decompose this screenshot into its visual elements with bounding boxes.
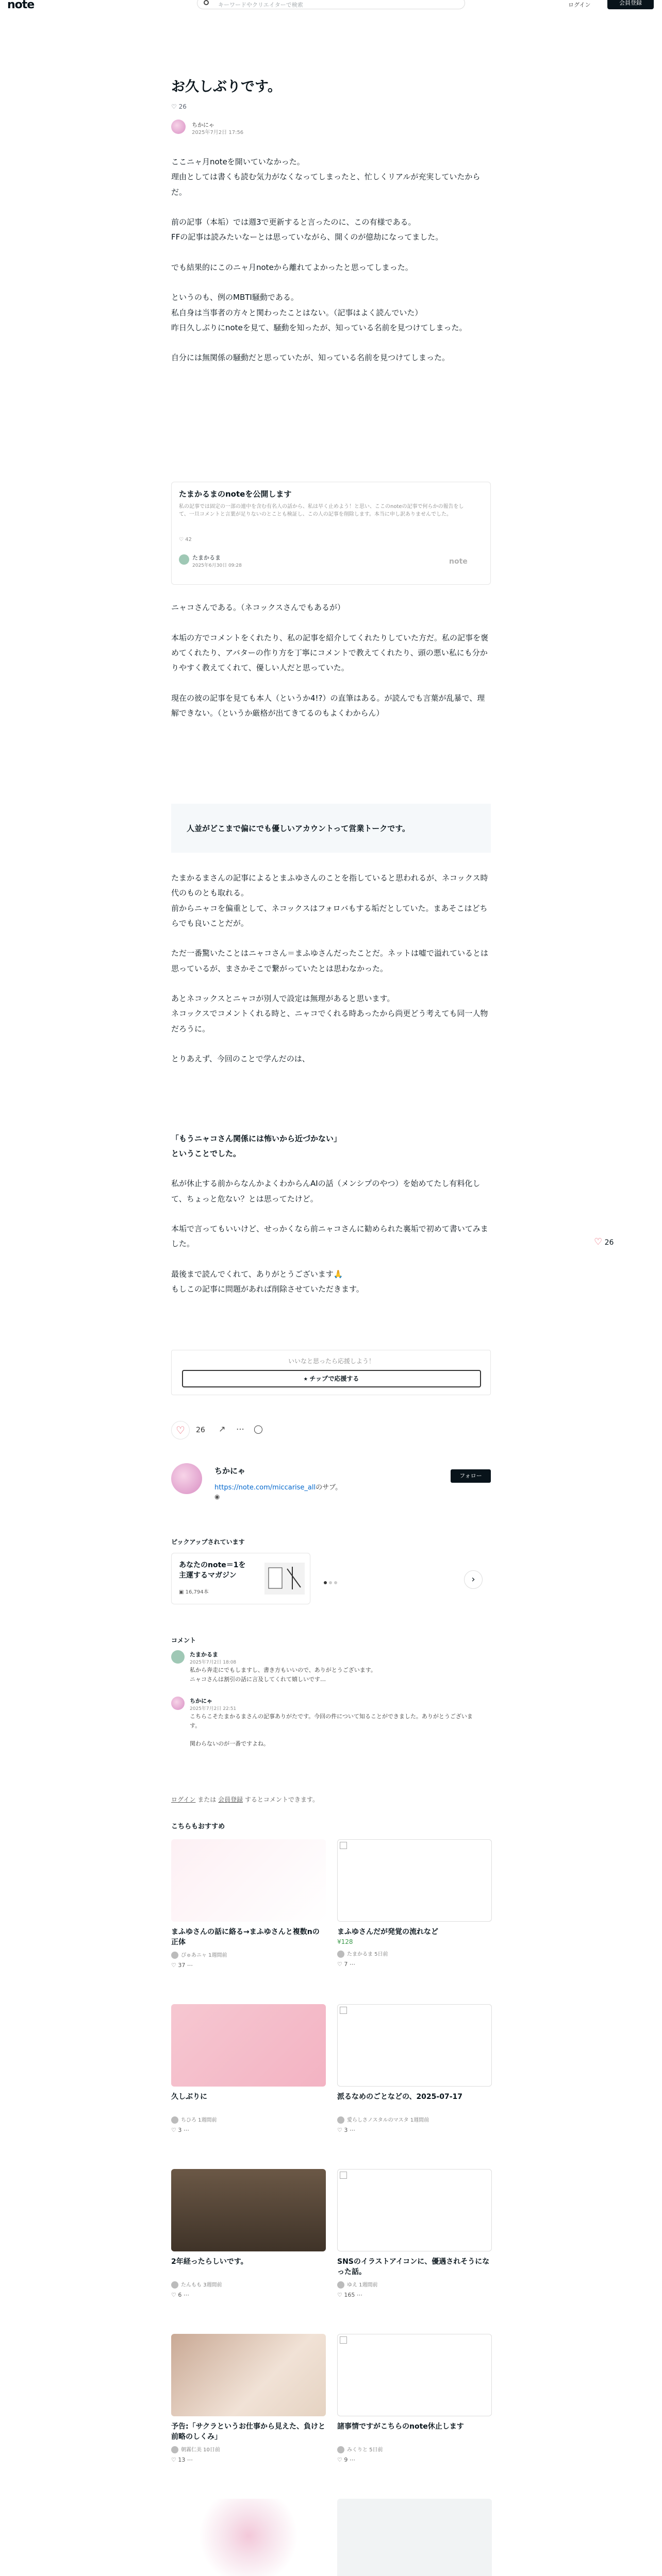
- floating-like-count: 26: [604, 1239, 614, 1247]
- recommend-title[interactable]: まふゆさんの話に絡る→まふゆさんと複数nの正体: [171, 1928, 320, 1947]
- recommend-title[interactable]: 派るなめのごとなどの、2025-07-17: [337, 2093, 462, 2101]
- body-paragraph: ここニャ月noteを開いていなかった。: [171, 157, 305, 166]
- body-paragraph: でも結果的にこのニャ月noteから離れてよかったと思ってしまった。: [171, 262, 413, 272]
- body-paragraph: [171, 200, 491, 215]
- broken-image-icon: [340, 2007, 347, 2014]
- recommend-thumbnail[interactable]: [337, 1839, 492, 1922]
- body-paragraph: [171, 976, 491, 991]
- heart-icon: ♡: [337, 2456, 344, 2463]
- recommend-thumbnail[interactable]: [171, 1839, 326, 1922]
- body-paragraph: [171, 675, 491, 690]
- pickup-section: [171, 1537, 491, 1615]
- recommend-likes[interactable]: [171, 2292, 189, 2298]
- body-paragraph: ニャコさんである。（ネコックスさんでもあるが）: [171, 603, 345, 612]
- magazine-card[interactable]: [171, 1553, 310, 1604]
- more-icon[interactable]: ⋯: [185, 2456, 193, 2463]
- recommend-meta-text: ちひろ 1週間前: [181, 2117, 217, 2123]
- creator-name[interactable]: ちかにゃ: [214, 1466, 245, 1476]
- recommend-card[interactable]: [171, 2169, 326, 2298]
- recommend-card[interactable]: [337, 2169, 492, 2298]
- heart-icon: ♡: [171, 2456, 178, 2463]
- quote-text: 人並がどこまで偏にでも優しいアカウントって営業トークです。: [187, 824, 410, 833]
- site-header: [0, 0, 662, 11]
- recommend-likes[interactable]: [171, 2127, 189, 2133]
- body-paragraph: 昨日久しぶりにnoteを見て、騒動を知ったが、知っている名前を見つけてしまった。: [171, 323, 467, 332]
- embed-description: 私の記事では固定の一部の連中を含む有名人の話から、私は早く止めよう！と思い、ここのnoteの記事で何らかの報告をして、一旦コメントと言葉が足りないのとことも検証し、この人の記事を削除します。本当に申し訳ありませんでした。: [179, 504, 464, 517]
- recommend-meta[interactable]: [337, 2115, 429, 2124]
- recommend-likes-count: 9: [344, 2456, 348, 2463]
- comment-signup-link[interactable]: 会員登録: [218, 1796, 243, 1803]
- recommend-card[interactable]: [337, 2004, 492, 2133]
- recommend-thumbnail[interactable]: [171, 2334, 326, 2416]
- recommend-author-avatar: [171, 1952, 178, 1959]
- login-link[interactable]: ログイン: [568, 2, 591, 8]
- recommend-likes-count: 13: [178, 2456, 186, 2463]
- recommend-thumbnail[interactable]: [171, 2169, 326, 2251]
- tip-icon: ⭑: [304, 1375, 308, 1382]
- body-paragraph: 前からニャコを偏重として、ネコックスはフォロバもする垢だとしていた。まあそこはどちらでも良いことだが。: [171, 903, 488, 928]
- creator-url-suffix: のサブ。: [316, 1484, 342, 1492]
- recommend-meta[interactable]: [337, 2280, 378, 2289]
- creator-url-text[interactable]: https://note.com/miccarise_all: [214, 1484, 316, 1492]
- publish-date: 2025年7月2日 17:56: [192, 130, 244, 135]
- body-paragraph: ネコックスでコメントくれる時と、ニャコでくれる時あったから尚更どう考えても同一人物だろうに。: [171, 1009, 488, 1033]
- recommend-thumbnail[interactable]: [337, 2169, 492, 2251]
- heart-icon: ♡: [337, 2292, 344, 2298]
- more-icon[interactable]: ⋯: [355, 2292, 362, 2298]
- body-paragraph: [171, 1252, 491, 1267]
- more-icon[interactable]: ⋯: [185, 1962, 193, 1969]
- recommend-likes[interactable]: [337, 2292, 362, 2298]
- body-paragraph: FFの記事は読みたいなーとは思っていながら、開くのが億劫になってました。: [171, 232, 443, 242]
- more-icon[interactable]: ⋯: [181, 2127, 189, 2133]
- body-section-b: [171, 600, 491, 721]
- body-paragraph: もしこの記事に問題があれば削除させていただきます。: [171, 1284, 364, 1294]
- embedded-note-card[interactable]: [171, 482, 491, 585]
- embed-title: たまかるまのnoteを公開します: [179, 489, 292, 499]
- comment-login-suffix: するとコメントできます。: [244, 1796, 319, 1803]
- magazine-count: ▣ 16,794本: [179, 1589, 209, 1595]
- body-paragraph: 本垢の方でコメントをくれたり、私の記事を紹介してくれたりしていた方だ。私の記事を褒めてくれたり、アバターの作り方を丁寧にコメントで教えてくれたり、頭の悪い私にも分かりやすく教えてくれて、優しい人だと思っていた。: [171, 633, 489, 672]
- recommend-card[interactable]: [337, 1839, 492, 1968]
- heart-icon: ♡: [171, 2292, 178, 2298]
- body-paragraph: [171, 275, 491, 290]
- recommend-author-avatar: [337, 1951, 344, 1958]
- embed-note-badge: note: [449, 557, 468, 566]
- bold-lesson-line-1: 「もうニャコさん関係には怖いから近づかない」: [171, 1134, 342, 1143]
- recommend-likes-count: 7: [344, 1961, 348, 1968]
- recommend-title[interactable]: 久しぶりに: [171, 2093, 207, 2101]
- recommend-meta[interactable]: [171, 2115, 217, 2124]
- recommend-title[interactable]: 予告:「サクラというお仕事から見えた、負けと前略のしくみ」: [171, 2422, 326, 2442]
- support-question: いいなと思ったら応援しよう！: [288, 1358, 375, 1365]
- comments-heading: コメント: [171, 1637, 196, 1644]
- like-count: 26: [196, 1426, 205, 1434]
- recommend-likes[interactable]: [337, 2456, 355, 2463]
- carousel-dots[interactable]: [324, 1577, 339, 1586]
- body-paragraph: [171, 615, 491, 630]
- comment-login-or: または: [197, 1796, 217, 1803]
- body-paragraph: たまかるまさんの記事によるとまふゆさんのことを指していると思われるが、ネコックス時代のものとも取れる。: [171, 873, 488, 898]
- comment-avatar[interactable]: [171, 1697, 185, 1710]
- body-paragraph: [171, 245, 491, 260]
- share-icon[interactable]: ↗: [219, 1424, 226, 1434]
- recommend-title[interactable]: まふゆさんだが発覚の流れなど: [337, 1928, 438, 1936]
- recommend-thumbnail[interactable]: [337, 2004, 492, 2087]
- recommend-card[interactable]: [171, 2499, 326, 2576]
- recommend-meta[interactable]: [337, 2445, 383, 2453]
- magazine-count-value: 16,794本: [185, 1589, 209, 1595]
- floating-like[interactable]: [594, 1236, 614, 1247]
- body-paragraph: [171, 1037, 491, 1052]
- embed-likes-value: 42: [185, 537, 192, 543]
- comment-text: こちらこそたまかるまさんの記事ありがたです。今回の件について知ることができました。ありがとうございます。 関わらないのが一番ですよね。: [190, 1713, 473, 1747]
- more-icon[interactable]: ⋯: [181, 2292, 189, 2298]
- recommend-meta[interactable]: [171, 2280, 222, 2289]
- author-info[interactable]: [171, 120, 244, 135]
- recommend-card[interactable]: [171, 2334, 326, 2463]
- recommend-meta-text: みくりと 5日前: [347, 2447, 383, 2453]
- body-paragraph: 本垢で言ってもいいけど、せっかくなら前ニャコさんに勧められた裏垢で初めて書いてみました。: [171, 1224, 488, 1249]
- pickup-heading: ピックアップされています: [171, 1538, 245, 1546]
- quote-block: [171, 804, 491, 853]
- recommend-thumbnail[interactable]: [171, 2004, 326, 2087]
- search-icon: [204, 0, 209, 5]
- recommend-likes[interactable]: [337, 1961, 355, 1968]
- article-title: お久しぶりです。: [171, 79, 282, 95]
- more-icon[interactable]: ⋯: [236, 1424, 244, 1434]
- recommend-meta-text: ゆえ 1週間前: [347, 2282, 378, 2288]
- recommend-thumbnail[interactable]: [171, 2499, 326, 2576]
- body-paragraph: 私自身は当事者の方々と関わったことはない。（記事はよく読んでいた）: [171, 308, 423, 317]
- recommend-likes-count: 165: [344, 2292, 355, 2298]
- recommend-thumbnail[interactable]: [337, 2334, 492, 2416]
- creator-avatar[interactable]: [171, 1463, 202, 1494]
- more-icon[interactable]: ⋯: [347, 2127, 355, 2133]
- magazine-thumbnail: [264, 1563, 305, 1595]
- recommend-author-avatar: [171, 2281, 178, 2289]
- body-paragraph: 理由としては書くも読む気力がなくなってしまったと、忙しくリアルが充実していたからだ。: [171, 172, 481, 197]
- recommend-likes[interactable]: [171, 2456, 193, 2463]
- creator-url[interactable]: [214, 1482, 342, 1492]
- article-actions: [171, 1421, 491, 1442]
- more-icon[interactable]: ⋯: [347, 1961, 355, 1968]
- recommend-meta-text: たんもも 3週間前: [181, 2282, 222, 2288]
- recommend-meta-text: 愛らしさノスタルのマスタ 1週間前: [347, 2117, 429, 2123]
- comment-date: 2025年7月2日 22:51: [190, 1706, 237, 1711]
- search-box[interactable]: [197, 0, 465, 9]
- recommend-author-avatar: [171, 2116, 178, 2124]
- recommend-title[interactable]: SNSのイラストアイコンに、優遇されそうになった話。: [337, 2258, 490, 2277]
- tip-button[interactable]: [182, 1370, 481, 1387]
- comment-date: 2025年7月2日 18:08: [190, 1660, 237, 1665]
- body-paragraph: [171, 335, 491, 350]
- comment-login-link[interactable]: ログイン: [171, 1796, 196, 1803]
- like-button[interactable]: ♡: [171, 1421, 190, 1439]
- recommend-meta-text: たまかるま 5日前: [347, 1952, 388, 1957]
- recommend-card[interactable]: [337, 2334, 492, 2463]
- search-input[interactable]: キーワードやクリエイターで検索: [218, 2, 303, 8]
- recommend-likes[interactable]: [337, 2127, 355, 2133]
- creator-avatar-wrap[interactable]: [171, 1463, 202, 1494]
- recommend-author-avatar: [337, 2116, 344, 2124]
- body-section-d: [171, 1161, 491, 1297]
- recommend-likes-count: 3: [344, 2127, 348, 2133]
- support-box: [171, 1350, 491, 1395]
- magazine-title: あなたのnote＝1を 主運するマガジン: [179, 1561, 246, 1580]
- more-icon[interactable]: ⋯: [347, 2456, 355, 2463]
- body-paragraph: [171, 1161, 491, 1176]
- creator-profile: [171, 1463, 491, 1504]
- note-logo[interactable]: note: [7, 0, 35, 11]
- recommend-heading: こちらもおすすめ: [171, 1823, 225, 1831]
- tip-button-label: チップで応援する: [309, 1375, 359, 1382]
- body-paragraph: 私が休止する前からなんかよくわからんAIの話（メンシプのやつ）を始めてたし有料化して、ちょっと危ない？とは思ってたけど。: [171, 1179, 481, 1204]
- recommend-likes-count: 6: [178, 2292, 182, 2298]
- bold-lesson: [171, 1131, 491, 1162]
- body-paragraph: 最後まで読んでくれて、ありがとうございます🙏: [171, 1269, 343, 1279]
- embed-author-avatar: [179, 554, 189, 565]
- comments-section: [171, 1636, 491, 1747]
- recommend-author-avatar: [171, 2446, 178, 2453]
- recommend-author-avatar: [337, 2281, 344, 2289]
- recommend-title[interactable]: 2年経ったらしいです。: [171, 2258, 248, 2266]
- body-paragraph: とりあえず、今回のことで学んだのは、: [171, 1054, 310, 1063]
- recommend-likes[interactable]: [171, 1962, 193, 1969]
- heart-icon: ♡: [171, 1962, 178, 1969]
- heart-icon: ♡: [337, 1961, 344, 1968]
- embed-likes: ♡ 42: [179, 537, 192, 543]
- recommend-likes-count: 37: [178, 1962, 186, 1969]
- body-paragraph: ただ一番驚いたことはニャコさん＝まふゆさんだったことだ。ネットは嘘で溢れているとは思っているが、まさかそこで繋がっていたとは思わなかった。: [171, 948, 489, 973]
- like-count-top[interactable]: ♡ 26: [171, 103, 187, 110]
- signup-button[interactable]: 会員登録: [607, 0, 654, 9]
- follow-button[interactable]: フォロー: [451, 1469, 491, 1483]
- rss-icon[interactable]: ◉: [214, 1493, 220, 1500]
- bold-lesson-line-2: ということでした。: [171, 1149, 241, 1159]
- recommend-meta[interactable]: [171, 1951, 227, 1959]
- recommend-card[interactable]: [171, 2004, 326, 2133]
- body-section-c: [171, 871, 491, 1066]
- heart-icon: ♡: [171, 2127, 178, 2133]
- recommend-price: ¥128: [337, 1938, 353, 1945]
- broken-image-icon: [340, 2336, 347, 2344]
- recommend-meta[interactable]: [337, 1950, 388, 1958]
- comment-text: 私から奔走にでもしますし、書き方もいいので、ありがとうございます。 ニャコさんは割引の話に言及してくれて嬉しいです…: [190, 1667, 376, 1683]
- broken-image-icon: [340, 2172, 347, 2179]
- chevron-right-icon[interactable]: ›: [464, 1570, 483, 1589]
- body-paragraph: 現在の彼の記事を見ても本人（というか4!?）の直筆はある。が読んでも言葉が乱暴で、理解できない。（というか厳格が出てきてるのもよくわからん）: [171, 693, 485, 718]
- recommend-author-avatar: [337, 2446, 344, 2453]
- author-avatar[interactable]: [171, 120, 186, 134]
- recommend-card[interactable]: [337, 2499, 492, 2576]
- like-count-top-value: 26: [178, 103, 187, 110]
- comment-login-prompt: [171, 1795, 319, 1804]
- recommend-thumbnail[interactable]: [337, 2499, 492, 2576]
- comment-avatar[interactable]: [171, 1650, 185, 1664]
- heart-icon: ♡: [337, 2127, 344, 2133]
- body-paragraph: 自分には無関係の騒動だと思っていたが、知っている名前を見つけてしまった。: [171, 353, 450, 363]
- body-paragraph: 前の記事（本垢）では週3で更新すると言ったのに、この有様である。: [171, 217, 416, 227]
- comment-author[interactable]: ちかにゃ: [190, 1698, 212, 1704]
- embed-author: たまかるま: [192, 554, 221, 561]
- recommend-likes-count: 3: [178, 2127, 182, 2133]
- author-name[interactable]: ちかにゃ: [192, 122, 214, 128]
- recommend-meta-text: ぴゅあニャ 1週間前: [181, 1953, 227, 1958]
- body-paragraph: あとネコックスとニャコが別人で設定は無理があると思います。: [171, 994, 395, 1003]
- body-paragraph: [171, 931, 491, 946]
- recommend-meta[interactable]: [171, 2445, 220, 2453]
- body-paragraph: [171, 1207, 491, 1222]
- recommend-meta-text: 朝霧仁美 10日前: [181, 2447, 220, 2453]
- broken-image-icon: [340, 1842, 347, 1849]
- comment-icon[interactable]: ◯: [254, 1424, 263, 1434]
- comment-author[interactable]: たまかるま: [190, 1651, 218, 1658]
- recommend-card[interactable]: [171, 1839, 326, 1969]
- body-paragraph: というのも、例のMBTI騒動である。: [171, 293, 299, 302]
- recommend-title[interactable]: 諸事情ですがこちらのnote休止します: [337, 2422, 464, 2431]
- embed-date: 2025年6月30日 09:28: [192, 563, 242, 568]
- heart-icon: ♡: [594, 1236, 603, 1247]
- body-section-a: [171, 155, 491, 366]
